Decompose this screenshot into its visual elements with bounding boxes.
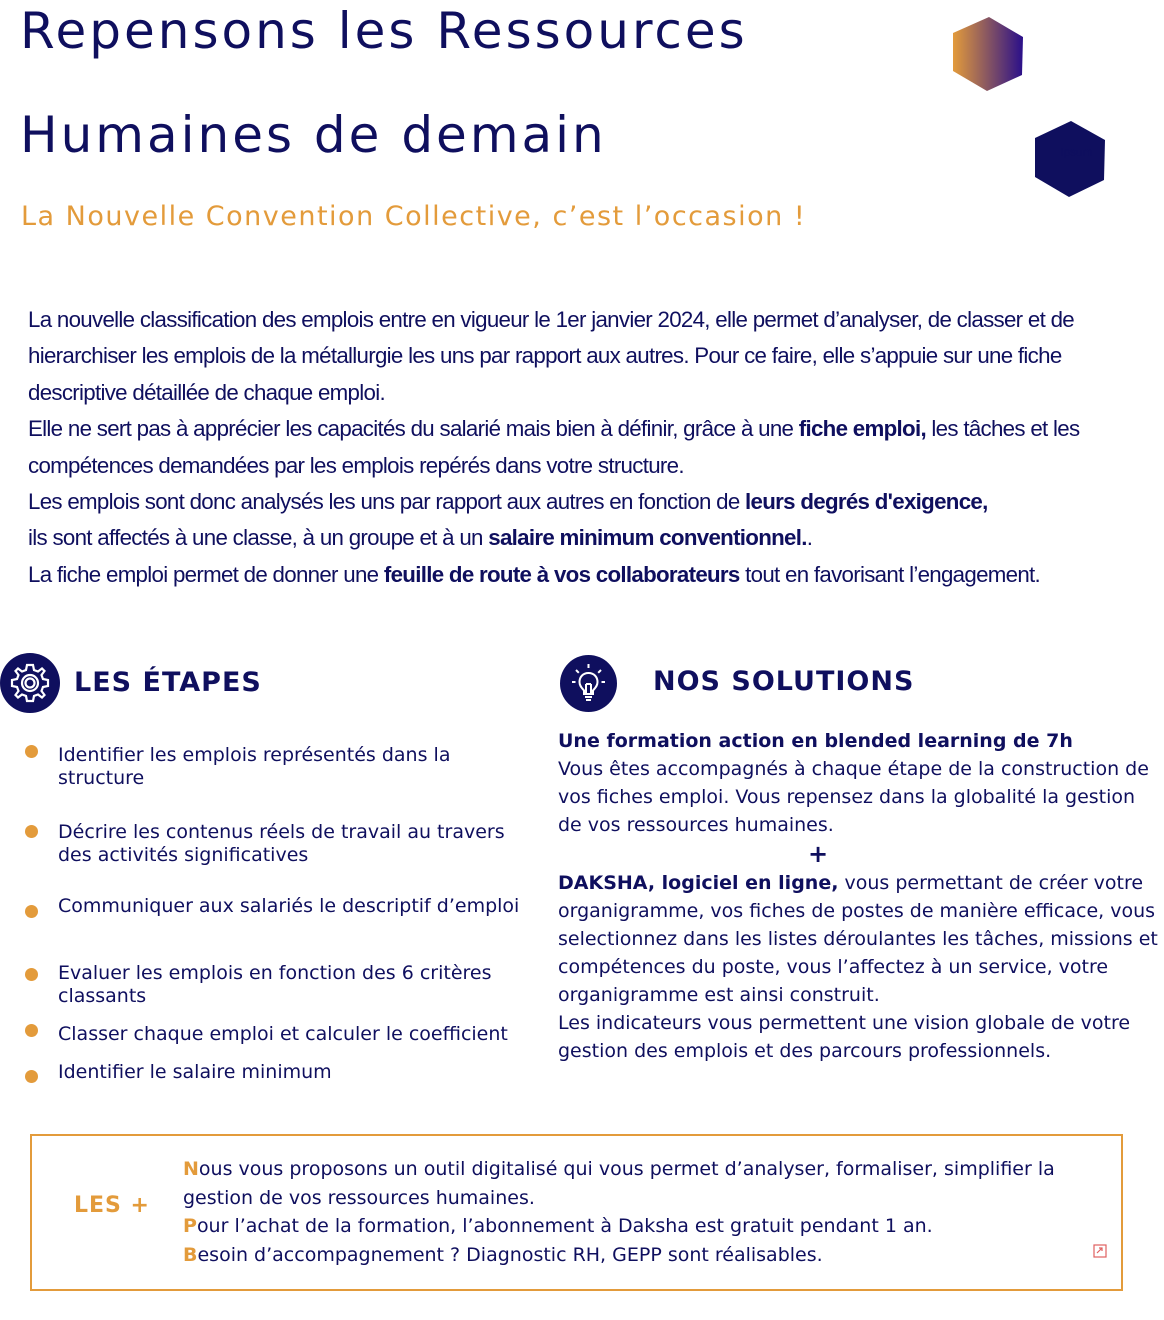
step-bullet	[25, 825, 38, 838]
les-plus-line-2: Pour l’achat de la formation, l’abonnement à Daksha est gratuit pendant 1 an.	[183, 1215, 933, 1237]
step-item-3: Communiquer aux salariés le descriptif d’emploi	[58, 895, 520, 917]
step-bullet	[25, 905, 38, 918]
gradient-hexagon-decoration	[950, 14, 1026, 94]
formation-description: Vous êtes accompagnés à chaque étape de la construction de vos fiches emploi. Vous repensez dans la globalité la gestion de vos ressources humaines.	[558, 758, 1149, 836]
step-bullet	[25, 745, 38, 758]
intro-paragraph-3: Les emplois sont donc analysés les uns par rapport aux autres en fonction de leurs degrés d'exigence,	[28, 489, 988, 515]
page-title-line-1: Repensons les Ressources	[20, 2, 748, 60]
formation-title: Une formation action en blended learning de 7h	[558, 730, 1073, 752]
lightbulb-icon	[560, 655, 617, 712]
intro-text	[28, 302, 1148, 593]
intro-paragraph-1: La nouvelle classification des emplois entre en vigueur le 1er janvier 2024, elle permet d’analyser, de classer et de hierarchiser les emplois de la métallurgie les uns par rapport aux autres. Pour ce faire, elle s’appuie sur une fiche descriptive détaillée de chaque emploi.	[28, 307, 1074, 405]
navy-hexagon-decoration	[1032, 119, 1108, 199]
plus-sign: +	[807, 840, 829, 868]
page-title-line-2: Humaines de demain	[20, 106, 607, 164]
daksha-description: DAKSHA, logiciel en ligne, vous permettant de créer votre organigramme, vos fiches de postes de manière efficace, vous selectionnez dans les listes déroulantes les tâches, missions et compétences du poste, vous l’affectez à un service, votre organigramme est ainsi construit.	[558, 872, 1158, 1006]
step-item-4: Evaluer les emplois en fonction des 6 critères classants	[58, 962, 492, 1007]
intro-paragraph-5: La fiche emploi permet de donner une feuille de route à vos collaborateurs tout en favorisant l’engagement.	[28, 561, 1041, 587]
step-bullet	[25, 968, 38, 981]
expand-icon[interactable]	[1093, 1244, 1107, 1258]
etapes-title: LES ÉTAPES	[74, 667, 262, 698]
les-plus-label: LES +	[74, 1193, 150, 1218]
les-plus-line-1: Nous vous proposons un outil digitalisé qui vous permet d’analyser, formaliser, simplifier la gestion de vos ressources humaines.	[183, 1158, 1055, 1209]
step-item-6: Identifier le salaire minimum	[58, 1061, 332, 1083]
intro-paragraph-2: Elle ne sert pas à apprécier les capacités du salarié mais bien à définir, grâce à une fiche emploi, les tâches et les compétences demandées par les emplois repérés dans votre structure.	[28, 416, 1080, 478]
step-item-5: Classer chaque emploi et calculer le coefficient	[58, 1023, 508, 1045]
solutions-title: NOS SOLUTIONS	[653, 666, 915, 697]
step-item-1: Identifier les emplois représentés dans la structure	[58, 744, 451, 789]
step-bullet	[25, 1024, 38, 1037]
gear-icon	[0, 653, 60, 713]
hexagon-label: Ipsum	[1060, 145, 1093, 159]
page-subtitle: La Nouvelle Convention Collective, c’est l’occasion !	[21, 201, 807, 232]
step-bullet	[25, 1070, 38, 1083]
indicators-description: Les indicateurs vous permettent une vision globale de votre gestion des emplois et des parcours professionnels.	[558, 1012, 1131, 1062]
les-plus-line-3: Besoin d’accompagnement ? Diagnostic RH, GEPP sont réalisables.	[183, 1243, 823, 1266]
intro-paragraph-4: ils sont affectés à une classe, à un groupe et à un salaire minimum conventionnel..	[28, 525, 813, 551]
solutions-content	[558, 727, 1158, 1065]
step-item-2: Décrire les contenus réels de travail au travers des activités significatives	[58, 821, 505, 866]
les-plus-text	[183, 1155, 1113, 1269]
